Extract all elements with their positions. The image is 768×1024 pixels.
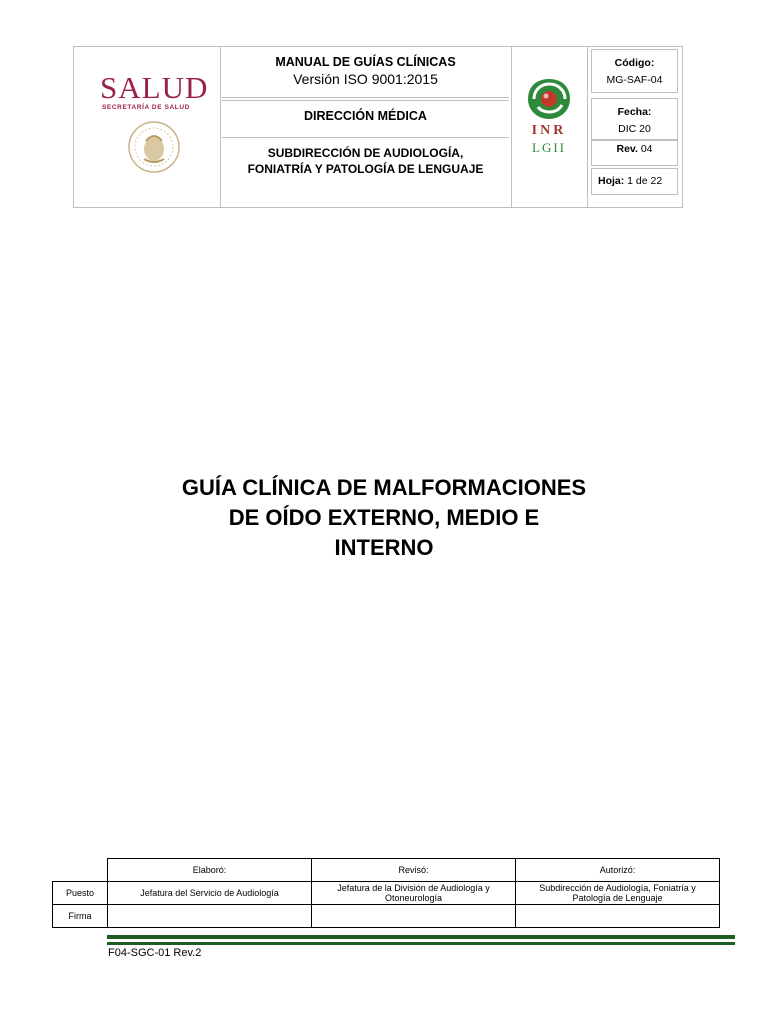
mexico-seal-icon xyxy=(126,119,182,175)
approval-header-row xyxy=(53,859,720,882)
document-header xyxy=(73,46,683,208)
puesto-autorizo: Subdirección de Audiología, Foniatría y Patología de Lenguaje xyxy=(516,882,720,905)
inr-logo-icon xyxy=(526,77,572,121)
manual-title-row xyxy=(222,49,509,98)
header-title-cell xyxy=(220,47,512,207)
fecha-value: DIC 20 xyxy=(618,123,651,135)
puesto-label: Puesto xyxy=(53,882,108,905)
salud-logo-word: SALUD xyxy=(100,70,209,105)
rev-box xyxy=(591,140,678,166)
rev-label: Rev. xyxy=(616,143,638,155)
title-line-3: INTERNO xyxy=(334,535,434,560)
puesto-reviso: Jefatura de la División de Audiología y Otoneurología xyxy=(312,882,516,905)
direccion-row xyxy=(222,100,509,138)
codigo-box xyxy=(591,49,678,93)
hoja-value: 1 de 22 xyxy=(627,175,663,187)
manual-version: Versión ISO 9001:2015 xyxy=(293,71,438,87)
firma-reviso-cell xyxy=(312,905,516,928)
document-control-cell xyxy=(587,47,682,207)
puesto-elaboro: Jefatura del Servicio de Audiología xyxy=(108,882,312,905)
fecha-box xyxy=(591,98,678,140)
subdireccion-row xyxy=(222,139,509,203)
lgii-logo-text: LGII xyxy=(532,140,566,155)
inr-logo-text: INR xyxy=(531,123,567,138)
manual-title: MANUAL DE GUÍAS CLÍNICAS xyxy=(275,55,456,69)
firma-autorizo-cell xyxy=(516,905,720,928)
hoja-label: Hoja: xyxy=(598,175,625,187)
codigo-value: MG-SAF-04 xyxy=(606,74,663,86)
puesto-row xyxy=(53,882,720,905)
hoja-box xyxy=(591,168,678,195)
empty-corner-cell xyxy=(53,859,108,882)
title-line-2: DE OÍDO EXTERNO, MEDIO E xyxy=(228,505,540,530)
firma-elaboro-cell xyxy=(108,905,312,928)
subdireccion-label: SUBDIRECCIÓN DE AUDIOLOGÍA, FONIATRÍA Y PATOLOGÍA DE LENGUAJE xyxy=(247,146,484,176)
title-line-1: GUÍA CLÍNICA DE MALFORMACIONES xyxy=(181,475,587,500)
form-code: F04-SGC-01 Rev.2 xyxy=(108,947,202,959)
header-reviso: Revisó: xyxy=(312,859,516,882)
rev-value: 04 xyxy=(640,143,653,155)
inr-logo-cell xyxy=(511,47,588,207)
approval-table xyxy=(52,858,720,928)
document-title xyxy=(100,473,668,563)
header-autorizo: Autorizó: xyxy=(516,859,720,882)
fecha-label: Fecha: xyxy=(617,106,652,118)
header-elaboro: Elaboró: xyxy=(108,859,312,882)
firma-row xyxy=(53,905,720,928)
codigo-label: Código: xyxy=(614,57,655,69)
firma-label: Firma xyxy=(53,905,108,928)
salud-logo-subtitle: SECRETARÍA DE SALUD xyxy=(102,104,190,111)
footer-rule-bottom xyxy=(107,942,735,945)
salud-logo-cell xyxy=(74,47,221,207)
direccion-label: DIRECCIÓN MÉDICA xyxy=(304,109,427,123)
footer-rule-top xyxy=(107,935,735,939)
